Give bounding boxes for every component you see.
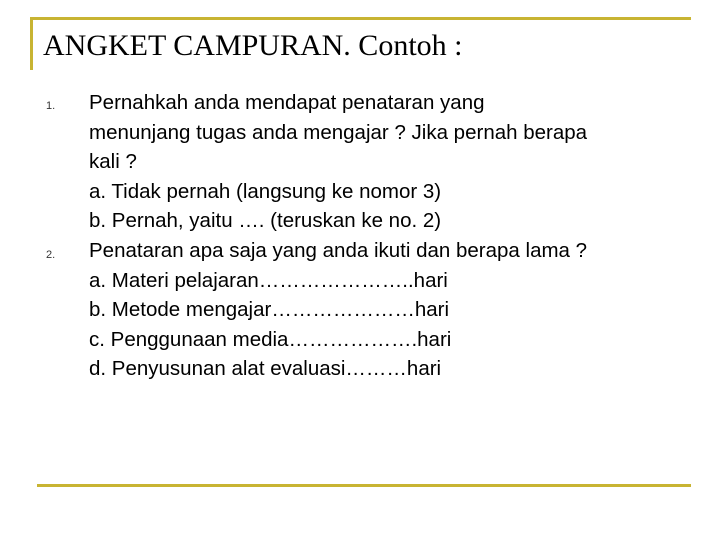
- list-number-1: 1.: [46, 100, 56, 112]
- item-2-question: Penataran apa saja yang anda ikuti dan berapa lama ?: [89, 239, 588, 262]
- frame-bottom-border: [37, 484, 691, 487]
- item-1-question-line-1: Pernahkah anda mendapat penataran yang: [89, 91, 485, 114]
- frame-left-border: [30, 17, 33, 70]
- slide-title: ANGKET CAMPURAN. Contoh :: [43, 29, 463, 62]
- item-1-option-b: b. Pernah, yaitu …. (teruskan ke no. 2): [89, 209, 442, 232]
- item-1-question-line-2: menunjang tugas anda mengajar ? Jika pernah berapa: [89, 121, 588, 144]
- item-2-option-a: a. Materi pelajaran…………………..hari: [89, 269, 448, 292]
- frame-top-border: [30, 17, 691, 20]
- item-2-option-c: c. Penggunaan media……………….hari: [89, 328, 452, 351]
- item-2-option-d: d. Penyusunan alat evaluasi………hari: [89, 357, 442, 380]
- item-1-question-line-3: kali ?: [89, 150, 137, 173]
- item-1-option-a: a. Tidak pernah (langsung ke nomor 3): [89, 180, 442, 203]
- list-number-2: 2.: [46, 249, 56, 261]
- item-2-option-b: b. Metode mengajar…………………hari: [89, 298, 450, 321]
